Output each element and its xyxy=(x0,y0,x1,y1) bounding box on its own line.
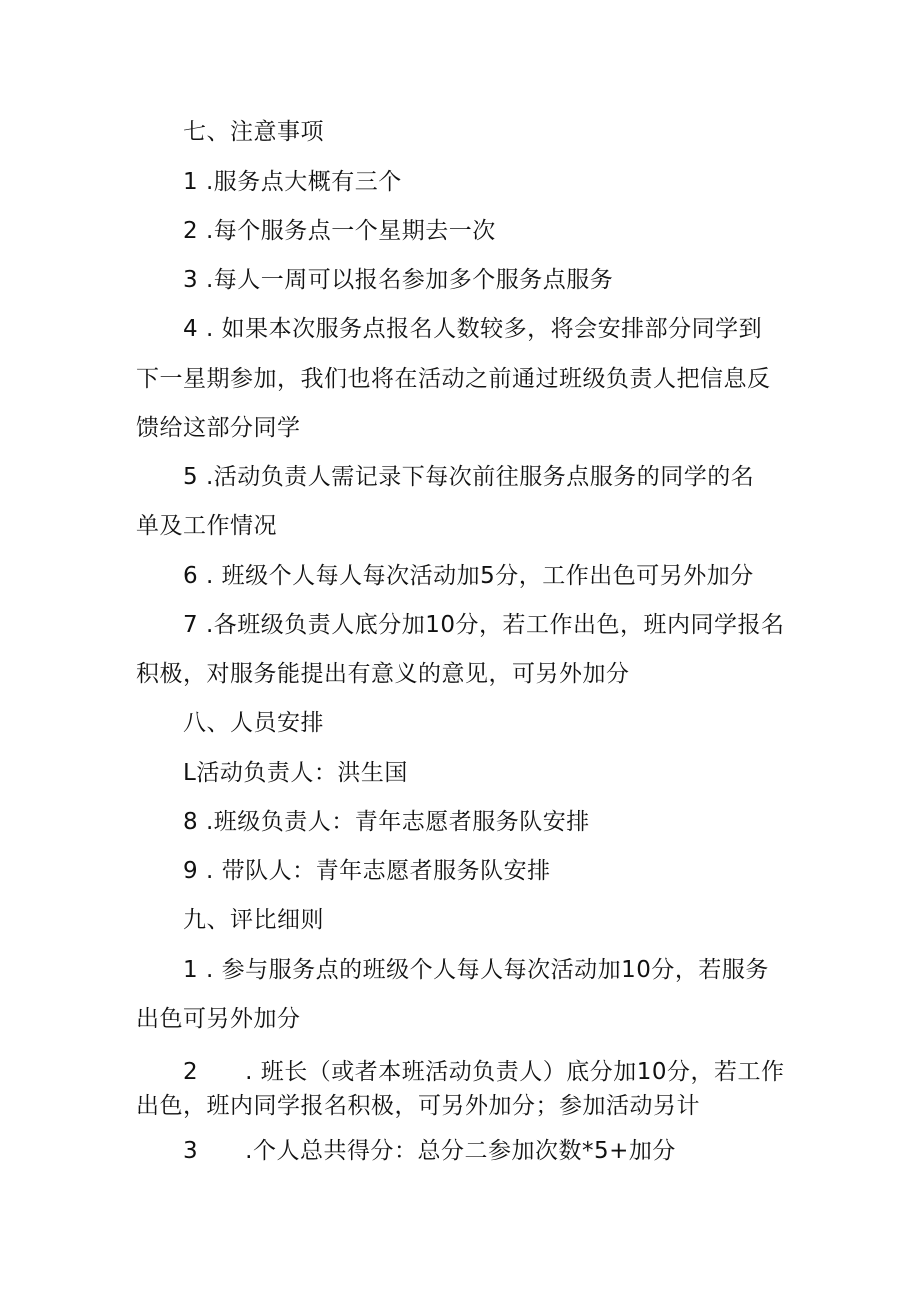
list-item-continuation: 积极，对服务能提出有意义的意见，可另外加分 xyxy=(136,661,630,687)
list-item-continuation: 出色可另外加分 xyxy=(136,1006,301,1032)
list-item: 7 .各班级负责人底分加10分，若工作出色，班内同学报名 xyxy=(183,612,785,638)
list-item: 6 . 班级个人每人每次活动加5分，工作出色可另外加分 xyxy=(183,563,754,589)
list-item: 5 .活动负责人需记录下每次前往服务点服务的同学的名 xyxy=(183,464,755,490)
section-heading-8: 八、人员安排 xyxy=(183,710,324,736)
list-item: 2 .每个服务点一个星期去一次 xyxy=(183,218,496,244)
list-item: 1 . 参与服务点的班级个人每人每次活动加10分，若服务 xyxy=(183,957,769,983)
list-item: L活动负责人：洪生国 xyxy=(183,760,408,786)
list-item: 2 . 班长（或者本班活动负责人）底分加10分，若工作 xyxy=(183,1059,785,1085)
list-item: 4 . 如果本次服务点报名人数较多，将会安排部分同学到 xyxy=(183,316,763,342)
list-item: 3 .个人总共得分：总分二参加次数*5+加分 xyxy=(183,1138,676,1164)
list-item-continuation: 出色，班内同学报名积极，可另外加分；参加活动另计 xyxy=(136,1093,700,1119)
list-item: 9 . 带队人：青年志愿者服务队安排 xyxy=(183,858,551,884)
list-item-continuation: 下一星期参加，我们也将在活动之前通过班级负责人把信息反 xyxy=(136,366,771,392)
list-item: 1 .服务点大概有三个 xyxy=(183,169,402,195)
section-heading-7: 七、注意事项 xyxy=(183,119,324,145)
list-item: 8 .班级负责人：青年志愿者服务队安排 xyxy=(183,809,590,835)
list-item-continuation: 馈给这部分同学 xyxy=(136,415,301,441)
list-item: 3 .每人一周可以报名参加多个服务点服务 xyxy=(183,267,614,293)
list-item-continuation: 单及工作情况 xyxy=(136,513,277,539)
section-heading-9: 九、评比细则 xyxy=(183,907,324,933)
